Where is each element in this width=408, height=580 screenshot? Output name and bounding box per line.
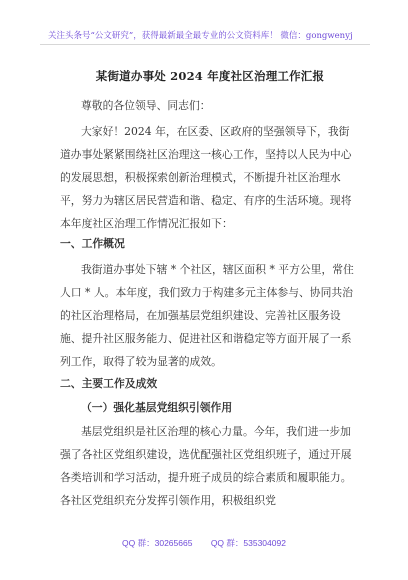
header-divider [40,44,370,45]
footer-contact [0,537,408,549]
work-overview-paragraph: 我街道办事处下辖 * 个社区，辖区面积 * 平方公里，常住人口 * 人。本年度，我们致力于构建多元主体参与、协同共治的社区治理格局，在加强基层党组织建设、完善社区服务设施、提升社区服务能力、促进社区和谐稳定等方面开展了一系列工作，取得了较为显著的成效。 [60,263,354,368]
intro-paragraph: 大家好！2024 年，在区委、区政府的坚强领导下，我街道办事处紧紧围绕社区治理这一核心工作，坚持以人民为中心的发展思想，积极探索创新治理模式，不断提升社区治理水平，努力为辖区居民营造和谐、稳定、有序的生活环境。现将本年度社区治理工作情况汇报如下： [60,125,352,230]
section-title-work-overview: 一、工作概况 [60,237,125,250]
section-title-main-work: 二、主要工作及成效 [60,377,158,390]
qq-group-1: QQ 群：30265665 [122,538,193,548]
promotional-header: 关注头条号“公文研究”，获得最新最全最专业的公文资料库！ 微信：gongwenyj [48,31,353,41]
subsection-title-party-leadership: （一）强化基层党组织引领作用 [81,401,233,414]
salutation: 尊敬的各位领导、同志们： [81,99,211,112]
document-title: 某街道办事处 2024 年度社区治理工作汇报 [95,69,325,83]
qq-group-2: QQ 群：535304092 [210,538,286,548]
party-leadership-paragraph: 基层党组织是社区治理的核心力量。今年，我们进一步加强了各社区党组织建设，选优配强社区党组织班子，通过开展各类培训和学习活动，提升班子成员的综合素质和履职能力。各社区党组织充分发挥引领作用，积极组织党 [60,425,352,507]
